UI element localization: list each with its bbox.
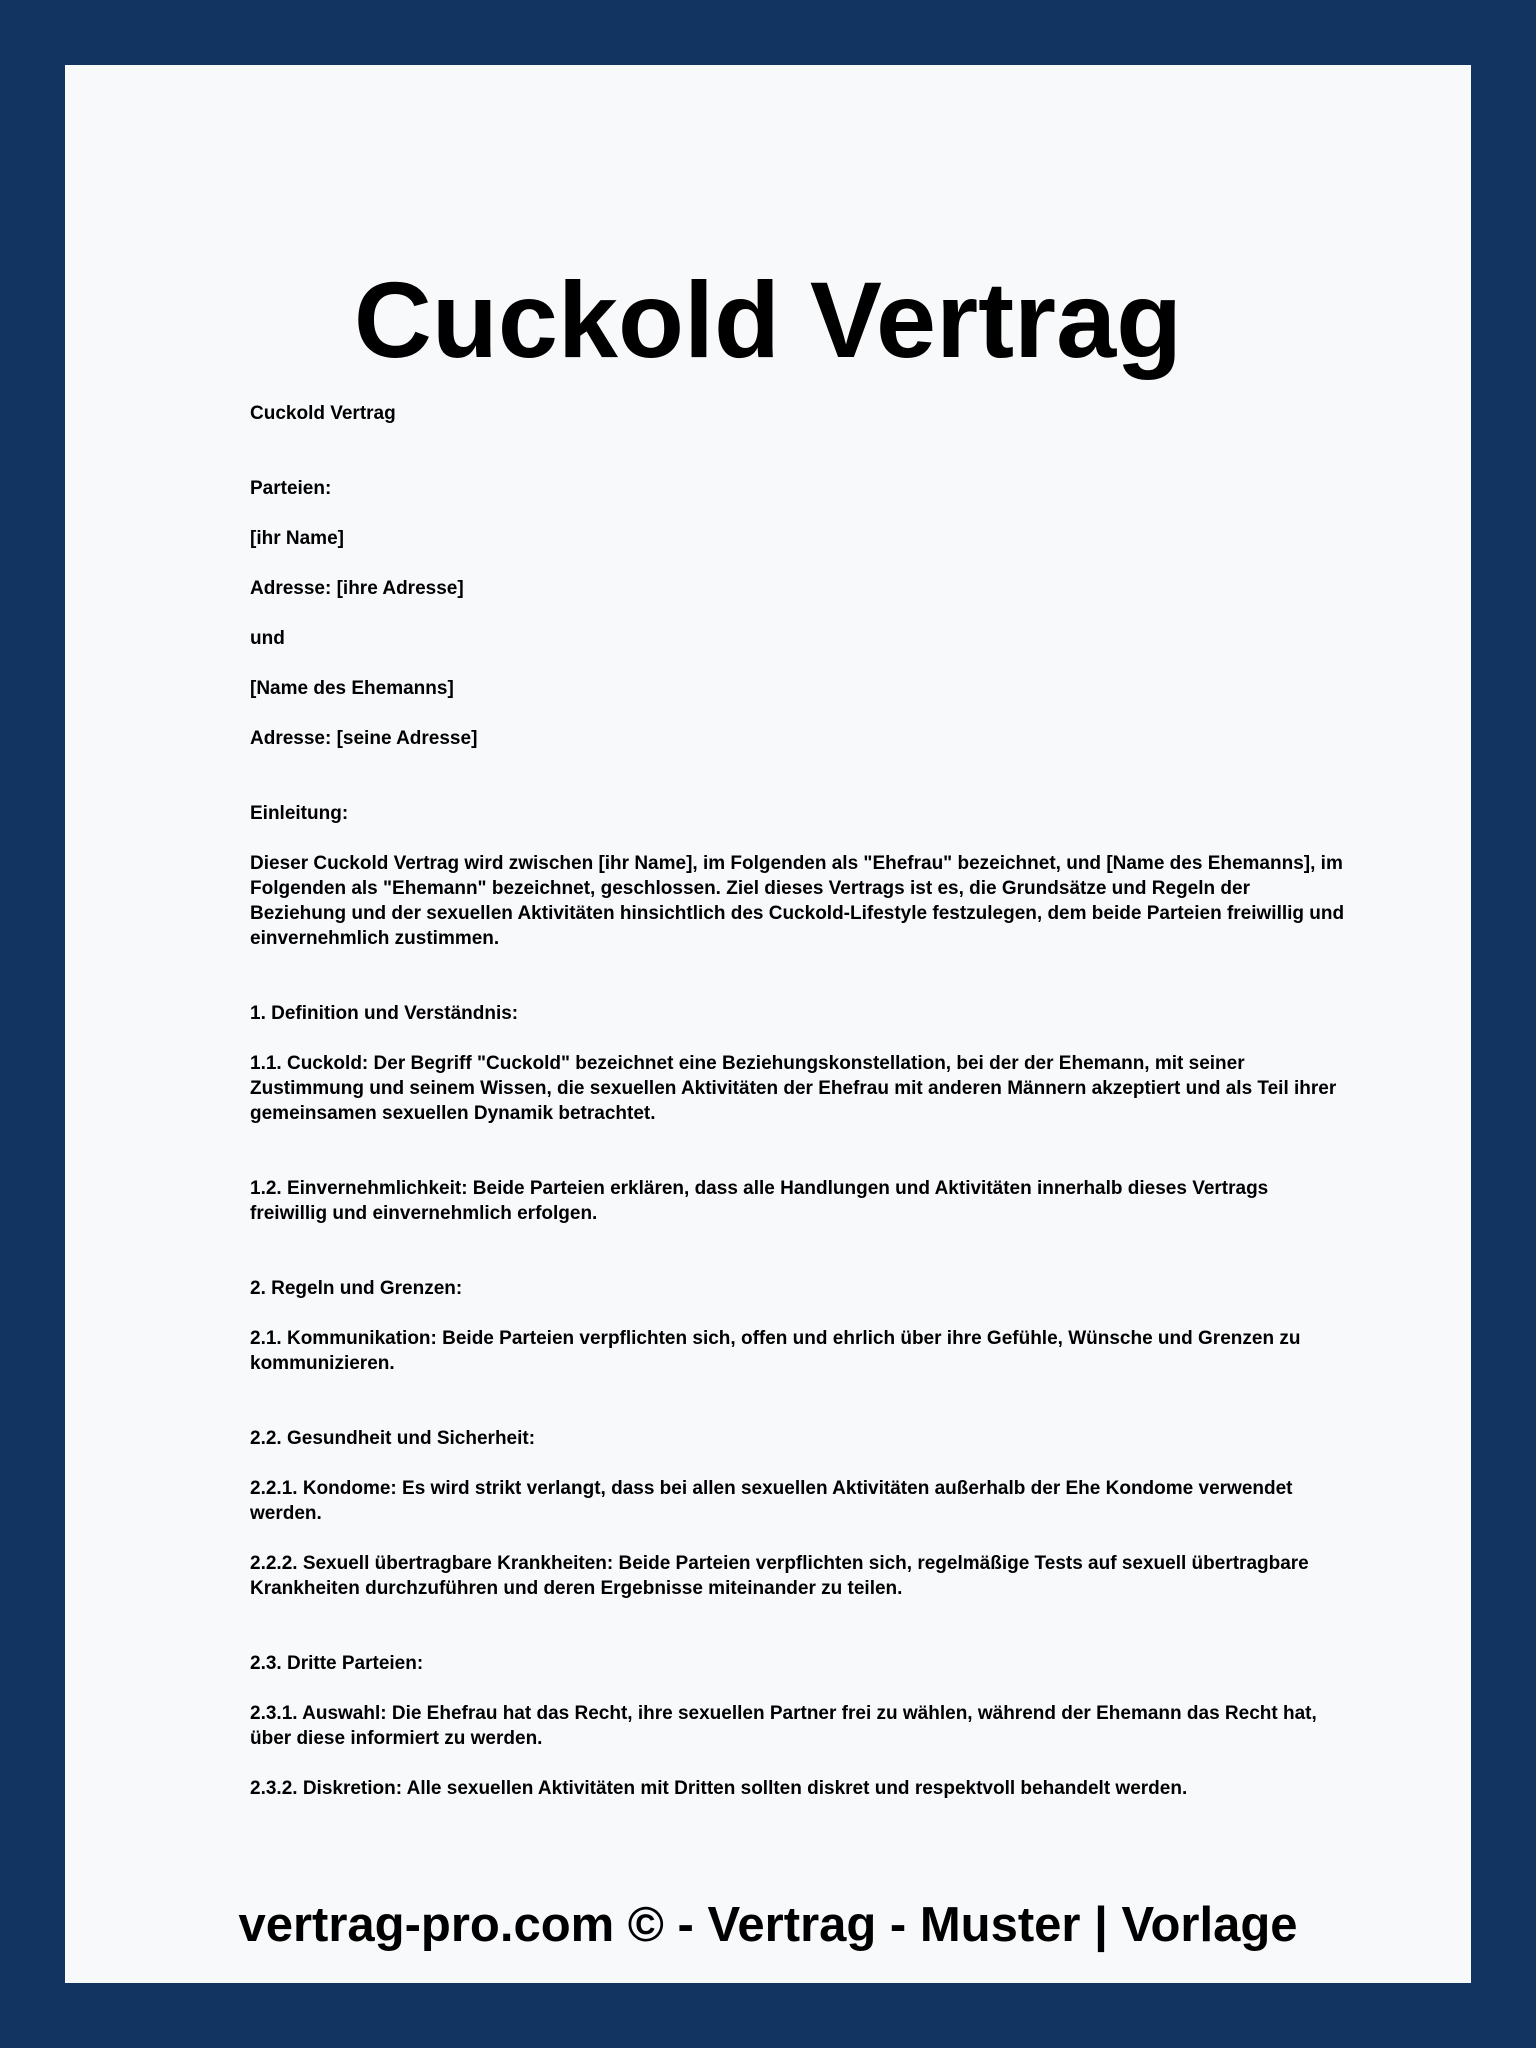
document-title: Cuckold Vertrag [353,259,1183,380]
contract-heading: Cuckold Vertrag [250,403,396,424]
and-text: und [250,628,285,649]
party1-name: [ihr Name] [250,528,344,549]
clause-2-1: 2.1. Kommunikation: Beide Parteien verpflichten sich, offen und ehrlich über ihre Gefühle, Wünsche und Grenzen zu kommunizieren. [250,1328,1301,1374]
clause-2-3-2: 2.3.2. Diskretion: Alle sexuellen Aktivitäten mit Dritten sollten diskret und respektvoll behandelt werden. [250,1778,1188,1799]
section-2-heading: 2. Regeln und Grenzen: [250,1278,463,1299]
clause-2-2-2: 2.2.2. Sexuell übertragbare Krankheiten: Beide Parteien verpflichten sich, regelmäßige Tests auf sexuell übertragbare Krankheiten durchzuführen und deren Ergebnisse miteinander zu teilen. [250,1553,1309,1599]
footer-watermark: vertrag-pro.com © - Vertrag - Muster | Vorlage [238,1898,1298,1952]
section-2-3-heading: 2.3. Dritte Parteien: [250,1653,424,1674]
document-body [250,401,1350,1801]
clause-2-2-1: 2.2.1. Kondome: Es wird strikt verlangt, dass bei allen sexuellen Aktivitäten außerhalb der Ehe Kondome verwendet werden. [250,1478,1293,1524]
clause-1-2: 1.2. Einvernehmlichkeit: Beide Parteien erklären, dass alle Handlungen und Aktivitäten innerhalb dieses Vertrags freiwillig und einvernehmlich erfolgen. [250,1178,1269,1224]
party1-address: Adresse: [ihre Adresse] [250,578,464,599]
clause-2-3-1: 2.3.1. Auswahl: Die Ehefrau hat das Recht, ihre sexuellen Partner frei zu wählen, während der Ehemann das Recht hat, über diese informiert zu werden. [250,1703,1317,1749]
clause-1-1: 1.1. Cuckold: Der Begriff "Cuckold" bezeichnet eine Beziehungskonstellation, bei der der Ehemann, mit seiner Zustimmung und seinem Wissen, die sexuellen Aktivitäten der Ehefrau mit anderen Männern akzeptiert und als Teil ihrer gemeinsamen sexuellen Dynamik betrachtet. [250,1053,1337,1124]
party2-name: [Name des Ehemanns] [250,678,454,699]
intro-paragraph: Dieser Cuckold Vertrag wird zwischen [ihr Name], im Folgenden als "Ehefrau" bezeichnet, und [Name des Ehemanns], im Folgenden als "Ehemann" bezeichnet, geschlossen. Ziel dieses Vertrags ist es, die Grundsätze und Regeln der Beziehung und der sexuellen Aktivitäten hinsichtlich des Cuckold-Lifestyle festzulegen, dem beide Parteien freiwillig und einvernehmlich zustimmen. [250,853,1345,949]
intro-label: Einleitung: [250,803,349,824]
section-1-heading: 1. Definition und Verständnis: [250,1003,519,1024]
section-2-2-heading: 2.2. Gesundheit und Sicherheit: [250,1428,536,1449]
document-page [65,65,1471,1983]
parties-label: Parteien: [250,478,332,499]
party2-address: Adresse: [seine Adresse] [250,728,478,749]
